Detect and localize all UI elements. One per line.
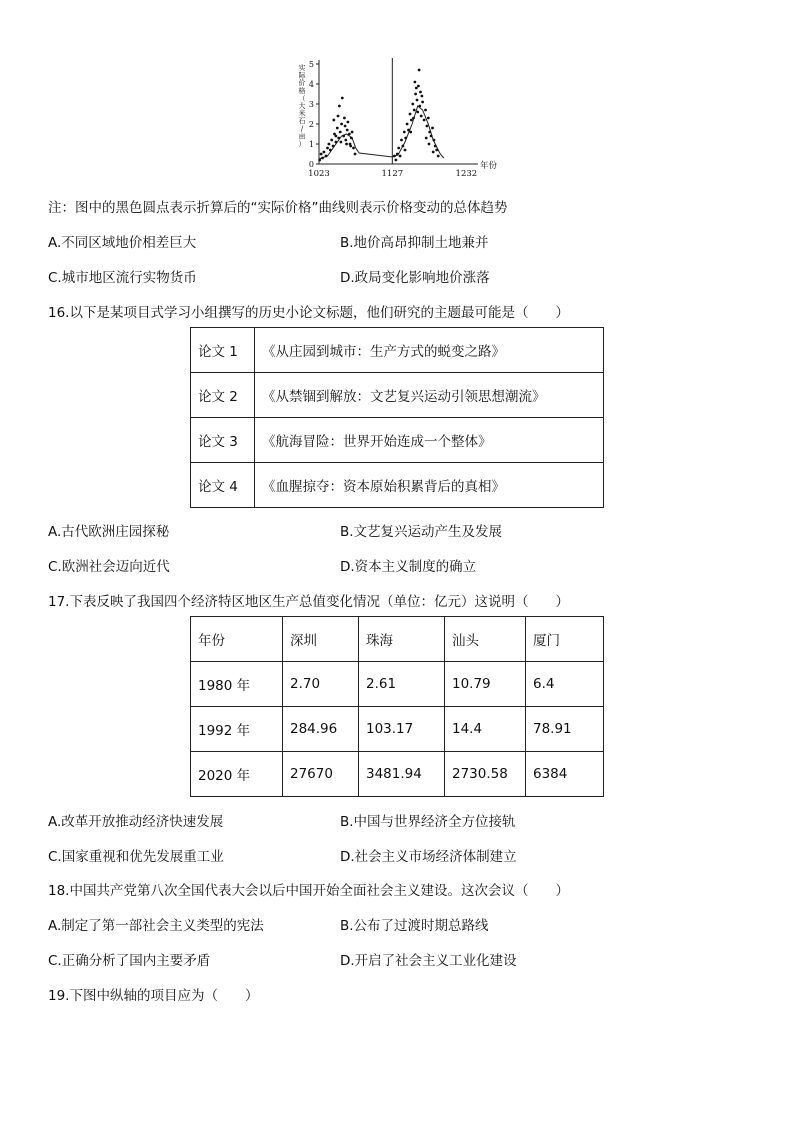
q18-option-b[interactable]: B.公布了过渡时期总路线: [340, 918, 489, 934]
data-point: [420, 115, 423, 118]
y-tick-label: 3: [308, 100, 314, 109]
table-cell: 《血腥掠夺：资本原始积累背后的真相》: [255, 463, 604, 508]
table-cell: 论文 2: [191, 373, 255, 418]
chart-svg: [296, 56, 506, 184]
y-axis-label-char: 米: [298, 109, 306, 118]
q15-option-d[interactable]: D.政局变化影响地价涨落: [340, 270, 490, 286]
data-point: [403, 131, 406, 134]
y-tick-label: 5: [308, 60, 314, 69]
table-cell: 2.70: [283, 662, 359, 707]
data-point: [321, 157, 324, 160]
y-axis-label-char: 亩: [298, 132, 306, 141]
table-cell: 《从禁锢到解放：文艺复兴运动引领思想潮流》: [255, 373, 604, 418]
data-point: [349, 145, 352, 148]
table-cell: 14.4: [445, 707, 526, 752]
data-point: [354, 153, 357, 156]
data-point: [325, 155, 328, 158]
data-point: [329, 149, 332, 152]
table-header-cell: 年份: [191, 617, 283, 662]
data-point: [427, 117, 430, 120]
y-tick-label: 0: [308, 160, 314, 169]
y-axis-label-char: 石: [298, 117, 306, 126]
data-point: [419, 91, 422, 94]
data-point: [335, 141, 338, 144]
table-cell: 论文 3: [191, 418, 255, 463]
data-point: [350, 137, 353, 140]
data-point: [344, 125, 347, 128]
table-row: [191, 752, 604, 797]
y-axis-label-char: 实: [298, 64, 306, 72]
table-cell: 10.79: [445, 662, 526, 707]
table-cell: 2730.58: [445, 752, 526, 797]
data-point: [416, 99, 419, 102]
data-point: [428, 143, 431, 146]
y-axis-label-char: 格: [298, 86, 306, 95]
data-point: [414, 81, 417, 84]
data-point: [318, 159, 321, 162]
data-point: [396, 153, 399, 156]
q16-stem: 16.以下是某项目式学习小组撰写的历史小论文标题，他们研究的主题最可能是（ ）: [48, 305, 569, 321]
data-point: [395, 159, 398, 162]
table-row: [191, 418, 604, 463]
y-tick-label: 4: [308, 80, 314, 89]
table-cell: 《航海冒险：世界开始连成一个整体》: [255, 418, 604, 463]
x-axis-label: 年份: [480, 161, 498, 171]
data-point: [339, 131, 342, 134]
q18-option-a[interactable]: A.制定了第一部社会主义类型的宪法: [48, 918, 264, 934]
data-point: [409, 131, 412, 134]
table-cell: 2020 年: [191, 752, 283, 797]
y-tick-label: 1: [308, 140, 314, 149]
data-point: [410, 119, 413, 122]
table-cell: 284.96: [283, 707, 359, 752]
data-point: [332, 145, 335, 148]
data-point: [393, 155, 396, 158]
data-point: [424, 109, 427, 112]
data-point: [340, 123, 343, 126]
data-point: [340, 141, 343, 144]
q16-option-a[interactable]: A.古代欧洲庄园探秘: [48, 524, 170, 540]
q17-option-b[interactable]: B.中国与世界经济全方位接轨: [340, 814, 516, 830]
table-cell: 2.61: [359, 662, 445, 707]
data-point: [418, 105, 421, 108]
data-point: [326, 147, 329, 150]
data-point: [421, 101, 424, 104]
q15-option-b[interactable]: B.地价高昂抑制土地兼并: [340, 235, 489, 251]
data-point: [431, 127, 434, 130]
data-point: [346, 129, 349, 132]
q18-option-d[interactable]: D.开启了社会主义工业化建设: [340, 953, 517, 969]
data-point: [412, 117, 415, 120]
table-cell: 103.17: [359, 707, 445, 752]
data-point: [320, 153, 323, 156]
data-point: [342, 135, 345, 138]
data-point: [435, 149, 438, 152]
data-point: [351, 131, 354, 134]
q17-stem: 17.下表反映了我国四个经济特区地区生产总值变化情况（单位：亿元）这说明（ ）: [48, 594, 569, 610]
q16-option-c[interactable]: C.欧洲社会迈向近代: [48, 559, 170, 575]
data-point: [426, 125, 429, 128]
data-point: [332, 119, 335, 122]
data-point: [414, 93, 417, 96]
table-cell: 《从庄园到城市：生产方式的蜕变之路》: [255, 328, 604, 373]
data-point: [345, 143, 348, 146]
data-point: [330, 139, 333, 142]
y-axis-label-char: 价: [298, 79, 306, 88]
data-point: [434, 145, 437, 148]
table-header-cell: 汕头: [445, 617, 526, 662]
table-header-cell: 厦门: [526, 617, 604, 662]
table-cell: 3481.94: [359, 752, 445, 797]
data-point: [415, 87, 418, 90]
table-cell: 论文 4: [191, 463, 255, 508]
y-axis-label-char: /: [300, 124, 304, 133]
data-point: [417, 85, 420, 88]
data-point: [335, 135, 338, 138]
data-point: [411, 103, 414, 106]
q18-stem: 18.中国共产党第八次全国代表大会以后中国开始全面社会主义建设。这次会议（ ）: [48, 883, 569, 899]
table-row: [191, 662, 604, 707]
data-point: [404, 149, 407, 152]
q17-option-d[interactable]: D.社会主义市场经济体制建立: [340, 849, 517, 865]
q17-option-c[interactable]: C.国家重视和优先发展重工业: [48, 849, 224, 865]
data-point: [416, 111, 419, 114]
table-cell: 78.91: [526, 707, 604, 752]
data-point: [343, 117, 346, 120]
q17-option-a[interactable]: A.改革开放推动经济快速发展: [48, 814, 224, 830]
q15-option-a[interactable]: A.不同区域地价相差巨大: [48, 235, 197, 251]
data-point: [409, 113, 412, 116]
y-axis-label-char: 际: [298, 71, 306, 80]
data-point: [407, 129, 410, 132]
table-cell: 1980 年: [191, 662, 283, 707]
table-row: [191, 373, 604, 418]
data-point: [344, 139, 347, 142]
land-price-chart: [296, 56, 506, 184]
chart-note: 注：图中的黑色圆点表示折算后的“实际价格”曲线则表示价格变动的总体趋势: [48, 200, 508, 216]
data-point: [338, 105, 341, 108]
data-point: [425, 137, 428, 140]
q16-option-d[interactable]: D.资本主义制度的确立: [340, 559, 477, 575]
data-point: [428, 131, 431, 134]
table-cell: 6384: [526, 752, 604, 797]
data-point: [323, 151, 326, 154]
data-point: [400, 139, 403, 142]
q15-option-c[interactable]: C.城市地区流行实物货币: [48, 270, 197, 286]
table-cell: 论文 1: [191, 328, 255, 373]
data-point: [433, 139, 436, 142]
data-point: [437, 155, 440, 158]
y-axis-label-char: ）: [298, 140, 306, 148]
table-header-cell: 深圳: [283, 617, 359, 662]
table-row: [191, 463, 604, 508]
data-point: [328, 143, 331, 146]
data-point: [341, 97, 344, 100]
table-cell: 27670: [283, 752, 359, 797]
data-point: [347, 121, 350, 124]
data-point: [336, 127, 339, 130]
x-tick-label: 1023: [308, 169, 330, 179]
table-row: [191, 707, 604, 752]
data-point: [397, 147, 400, 150]
data-point: [352, 147, 355, 150]
data-point: [399, 155, 402, 158]
data-point: [337, 137, 340, 140]
data-point: [402, 145, 405, 148]
y-tick-label: 2: [308, 120, 314, 129]
q17-table: [190, 616, 604, 797]
data-point: [348, 133, 351, 136]
x-tick-label: 1127: [381, 169, 404, 179]
table-row: [191, 328, 604, 373]
x-tick-label: 1232: [455, 169, 478, 179]
data-point: [421, 95, 424, 98]
q16-option-b[interactable]: B.文艺复兴运动产生及发展: [340, 524, 503, 540]
table-cell: 6.4: [526, 662, 604, 707]
table-header-cell: 珠海: [359, 617, 445, 662]
data-point: [430, 135, 433, 138]
data-point: [418, 69, 421, 72]
q16-table: [190, 327, 604, 508]
data-point: [423, 119, 426, 122]
table-header-row: [191, 617, 604, 662]
q19-stem: 19.下图中纵轴的项目应为（ ）: [48, 988, 259, 1004]
data-point: [413, 109, 416, 112]
table-cell: 1992 年: [191, 707, 283, 752]
data-point: [406, 123, 409, 126]
data-point: [404, 137, 407, 140]
data-point: [432, 151, 435, 154]
y-axis-label-char: 大: [298, 102, 306, 110]
trend-curve: [319, 106, 444, 159]
y-axis-label-char: （: [298, 94, 306, 103]
data-point: [337, 115, 340, 118]
q18-option-c[interactable]: C.正确分析了国内主要矛盾: [48, 953, 211, 969]
